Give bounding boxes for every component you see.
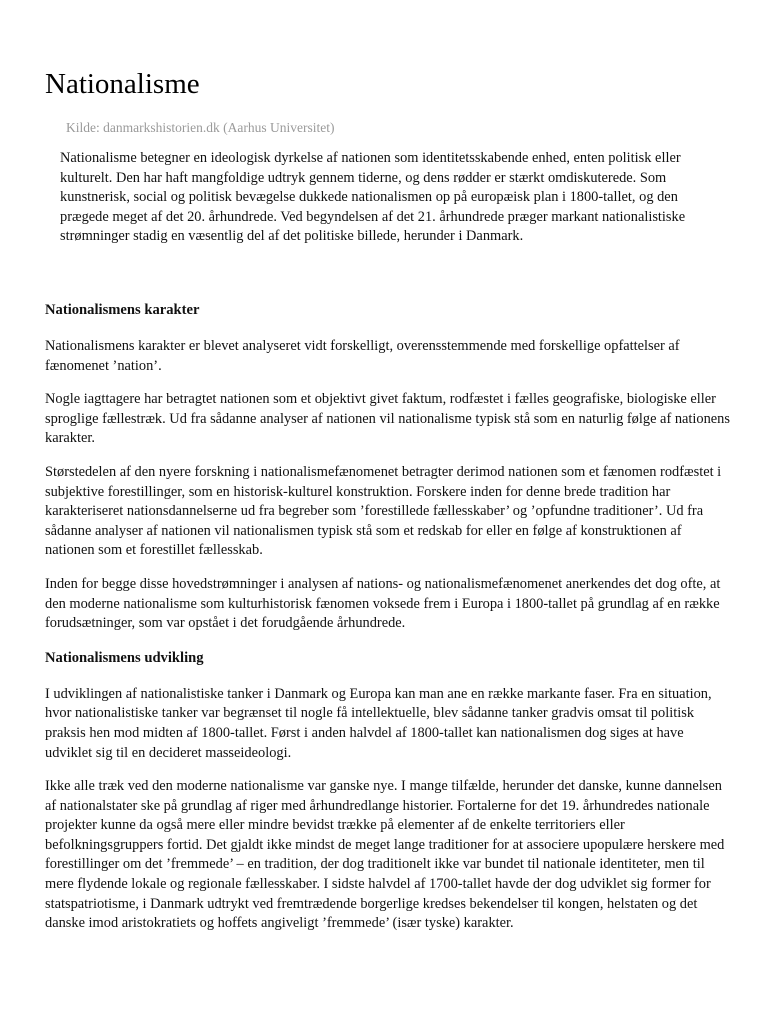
section-heading-development: Nationalismens udvikling xyxy=(45,649,204,666)
section-heading-character: Nationalismens karakter xyxy=(45,302,200,318)
article-body xyxy=(45,300,730,934)
paragraph: Inden for begge disse hovedstrømninger i analysen af nations- og nationalismefænomenet anerkendes det dog ofte, at den moderne nationalisme som kulturhistorisk fænomen voksede frem i Europa i 1800-tallet på grundlag af en række forudsætninger, som var opstået i det forudgående århundrede. xyxy=(45,575,721,632)
paragraph: Nogle iagttagere har betragtet nationen som et objektivt givet faktum, rodfæstet i fælles geografiske, biologiske eller sproglige fællestræk. Ud fra sådanne analyser af nationen vil nationalisme typisk stå som en naturlig følge af nationens karakter. xyxy=(45,391,730,447)
paragraph: Nationalismens karakter er blevet analyseret vidt forskelligt, overensstemmende med forskellige opfattelser af fænomenet ’nation’. xyxy=(45,338,680,374)
source-line: Kilde: danmarkshistorien.dk (Aarhus Universitet) xyxy=(66,120,335,135)
section-development xyxy=(45,648,730,934)
paragraph: I udviklingen af nationalistiske tanker i Danmark og Europa kan man ane en række markante faser. Fra en situation, hvor nationalistiske tanker var begrænset til nogle få intellektuelle, blev sådanne tanker gradvis omsat til politisk praksis hen mod midten af 1800-tallet. Først i anden halvdel af 1800-tallet kan nationalismen dog siges at have udviklet sig til en decideret masseideologi. xyxy=(45,685,712,761)
section-character xyxy=(45,300,730,634)
paragraph: Størstedelen af den nyere forskning i nationalismefænomenet betragter derimod nationen som et fænomen rodfæstet i subjektive forestillinger, som en historisk-kulturel konstruktion. Forskere inden for denne brede tradition har karakteriseret nationsdannelserne ud fra begreber som ’forestillede fællesskaber’ og ’opfundne traditioner’. Ud fra sådanne analyser af nationen vil nationalismen typisk stå som et redskab for eller en følge af konstruktionen af nationen som et forestillet fællesskab. xyxy=(45,463,722,559)
page-title: Nationalisme xyxy=(45,68,200,100)
paragraph: Ikke alle træk ved den moderne nationalisme var ganske nye. I mange tilfælde, herunder det danske, kunne dannelsen af nationalstater ske på grundlag af riger med århundredlange historier. Fortalerne for det 19. århundredes nationale projekter kunne da også mere eller mindre bevidst trække på elementer af de enkelte territoriers eller befolkningsgruppers fortid. Det gjaldt ikke mindst de meget lange traditioner for at associere upopulære herskere med forestillinger om det ’fremmede’ – en tradition, der dog traditionelt ikke var bundet til nationale identiteter, men til mere flydende lokale og regionale fællesskaber. I sidste halvdel af 1700-tallet havde der dog udviklet sig former for statspatriotisme, i Danmark udtrykt ved fremtrædende borgerlige kredses bekendelser til kongen, helstaten og det danske imod aristokratiets og hoffets angiveligt ’fremmede’ (især tyske) karakter. xyxy=(45,778,725,932)
intro-paragraph: Nationalisme betegner en ideologisk dyrkelse af nationen som identitetsskabende enhed, enten politisk eller kulturelt. Den har haft mangfoldige udtryk gennem tiderne, og dens rødder er stærkt omdiskuterede. Som kunstnerisk, social og politisk bevægelse dukkede nationalismen op på europæisk plan i 1800-tallet, og den prægede meget af det 20. århundrede. Ved begyndelsen af det 21. århundrede præger markant nationalistiske strømninger stadig en væsentlig del af det politiske billede, herunder i Danmark. xyxy=(60,150,686,245)
